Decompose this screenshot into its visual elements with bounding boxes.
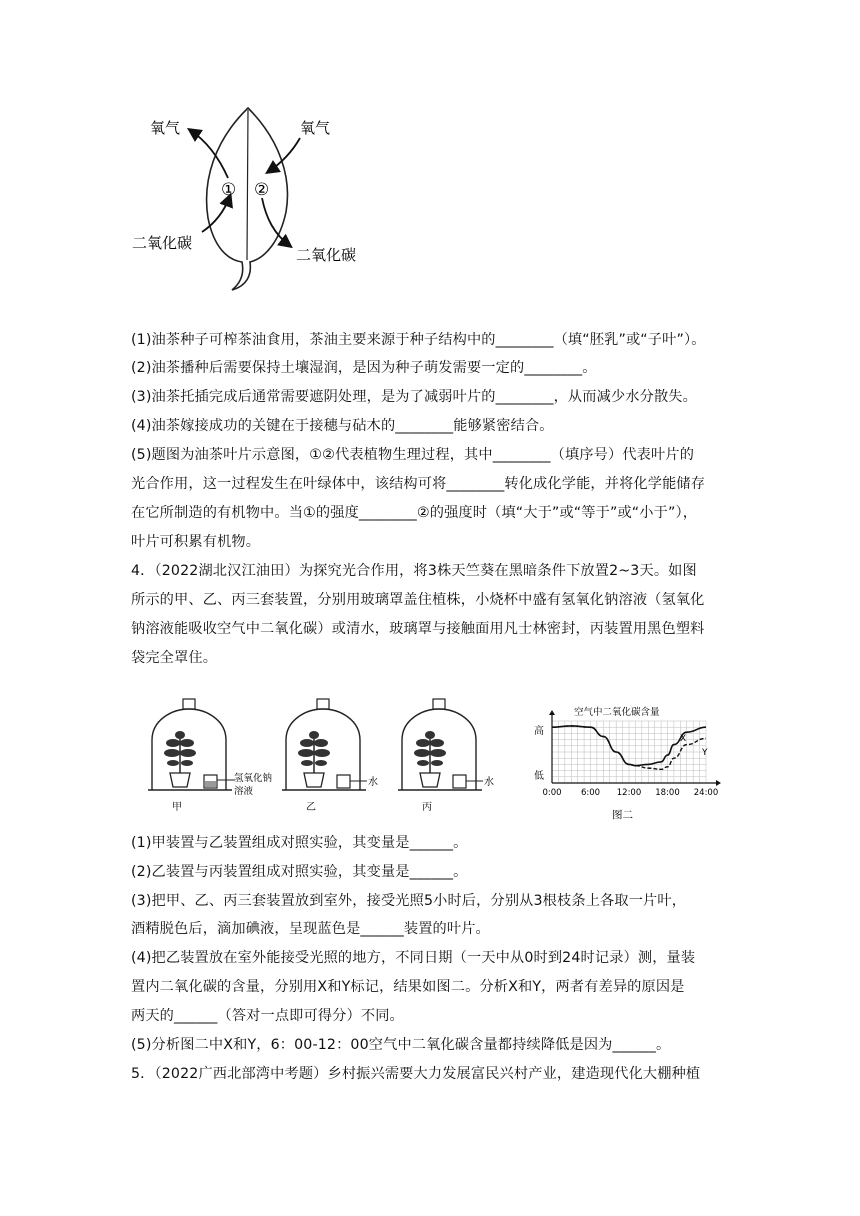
series-x-label: X: [680, 734, 687, 744]
process-2-label: ②: [254, 180, 270, 200]
naoh-label-2: 溶液: [234, 786, 254, 797]
x-axis-arrow: [716, 780, 721, 786]
apparatus-bing: [398, 699, 494, 813]
y-low-label: 低: [534, 771, 544, 782]
midrib: [247, 110, 248, 260]
q3-line-8: 叶片可积累有机物。: [131, 534, 261, 550]
water-label-bing: 水: [484, 777, 494, 788]
figure2-caption: 图二: [612, 809, 633, 821]
q3-line-5: (5)题图为油茶叶片示意图，①②代表植物生理过程，其中________（填序号）代表叶片的: [131, 447, 695, 463]
naoh-label-1: 氢氧化钠: [234, 773, 273, 784]
bing-label: 丙: [422, 802, 432, 813]
q4-intro-line-3: 钠溶液能吸收空气中二氧化碳）或清水，玻璃罩与接触面用凡士林密封，丙装置用黑色塑料: [131, 621, 705, 637]
arrow-oxygen-left: [190, 130, 228, 178]
x-tick-label: 6:00: [580, 788, 601, 798]
q4-line-1: (1)甲装置与乙装置组成对照实验，其变量是______。: [131, 835, 468, 851]
water-label-yi: 水: [368, 777, 378, 788]
plant: [164, 731, 196, 787]
q5-line-1: 5．（2022广西北部湾中考题）乡村振兴需要大力发展富民兴村产业，建造现代化大棚种植: [131, 1066, 701, 1082]
q3-line-4: (4)油茶嫁接成功的关键在于接穗与砧木的________能够紧密结合。: [131, 418, 554, 434]
q3-line-6: 光合作用，这一过程发生在叶绿体中，该结构可将________转化成化学能，并将化学能储存: [131, 476, 706, 492]
x-tick-label: 0:00: [542, 788, 562, 798]
co2-left-label: 二氧化碳: [132, 234, 193, 252]
q4-line-7: 两天的______（答对一点即可得分）不同。: [131, 1008, 404, 1024]
plant: [298, 731, 330, 787]
q3-line-1: (1)油茶种子可榨茶油食用，茶油主要来源于种子结构中的________（填“胚乳”或“子叶”）。: [131, 332, 706, 348]
apparatus-figure: [140, 695, 510, 825]
jia-label: 甲: [172, 802, 182, 813]
process-1-label: ①: [221, 180, 237, 200]
yi-label: 乙: [306, 802, 316, 813]
y-high-label: 高: [534, 726, 544, 737]
q4-intro-line-2: 所示的甲、乙、丙三套装置，分别用玻璃罩盖住植株，小烧杯中盛有氢氧化钠溶液（氢氧化: [131, 592, 705, 608]
q4-intro-line-4: 袋完全罩住。: [131, 650, 218, 666]
oxygen-right-label: 氧气: [300, 119, 331, 137]
q4-line-2: (2)乙装置与丙装置组成对照实验，其变量是______。: [131, 864, 468, 880]
q3-line-3: (3)油茶托插完成后通常需要遮阴处理，是为了减弱叶片的________，从而减少水分散失。: [131, 389, 697, 405]
chart-title: 空气中二氧化碳含量: [574, 707, 660, 718]
q4-line-8: (5)分析图二中X和Y，6：00-12：00空气中二氧化碳含量都持续降低是因为______。: [131, 1037, 671, 1053]
apparatus-jia: [148, 699, 273, 813]
apparatus-yi: [282, 699, 378, 813]
q4-line-6: 置内二氧化碳的含量，分别用X和Y标记，结果如图二。分析X和Y，两者有差异的原因是: [131, 979, 685, 995]
y-axis-arrow: [549, 710, 555, 715]
q3-line-2: (2)油茶播种后需要保持土壤湿润，是因为种子萌发需要一定的________。: [131, 360, 597, 376]
x-tick-label: 24:00: [693, 788, 719, 798]
series-y-label: Y: [702, 748, 708, 758]
chart-ticks: [542, 788, 718, 798]
knob: [317, 699, 329, 709]
q3-line-7: 在它所制造的有机物中。当①的强度________②的强度时（填“大于”或“等于”或“小于”），: [131, 505, 698, 521]
leaf-diagram: [120, 100, 380, 300]
chart-grid: [552, 721, 706, 783]
co2-right-label: 二氧化碳: [296, 246, 357, 264]
x-tick-label: 12:00: [616, 788, 642, 798]
co2-chart: [530, 703, 730, 825]
beaker: [453, 775, 466, 788]
q4-line-4: 酒精脱色后，滴加碘液，呈现蓝色是______装置的叶片。: [131, 921, 490, 937]
q4-line-5: (4)把乙装置放在室外能接受光照的地方，不同日期（一天中从0时到24时记录）测，量装: [131, 950, 696, 966]
q4-intro-line-1: 4．（2022湖北汉江油田）为探究光合作用，将3株天竺葵在黑暗条件下放置2~3天。如图: [131, 563, 697, 579]
knob: [433, 699, 445, 709]
x-tick-label: 18:00: [655, 788, 680, 798]
knob: [183, 699, 195, 709]
chart-axes: [549, 710, 721, 786]
beaker: [337, 775, 350, 788]
q4-line-3: (3)把甲、乙、丙三套装置放到室外，接受光照5小时后，分别从3根枝条上各取一片叶，: [131, 893, 687, 909]
oxygen-left-label: 氧气: [150, 119, 181, 137]
plant: [414, 731, 446, 787]
